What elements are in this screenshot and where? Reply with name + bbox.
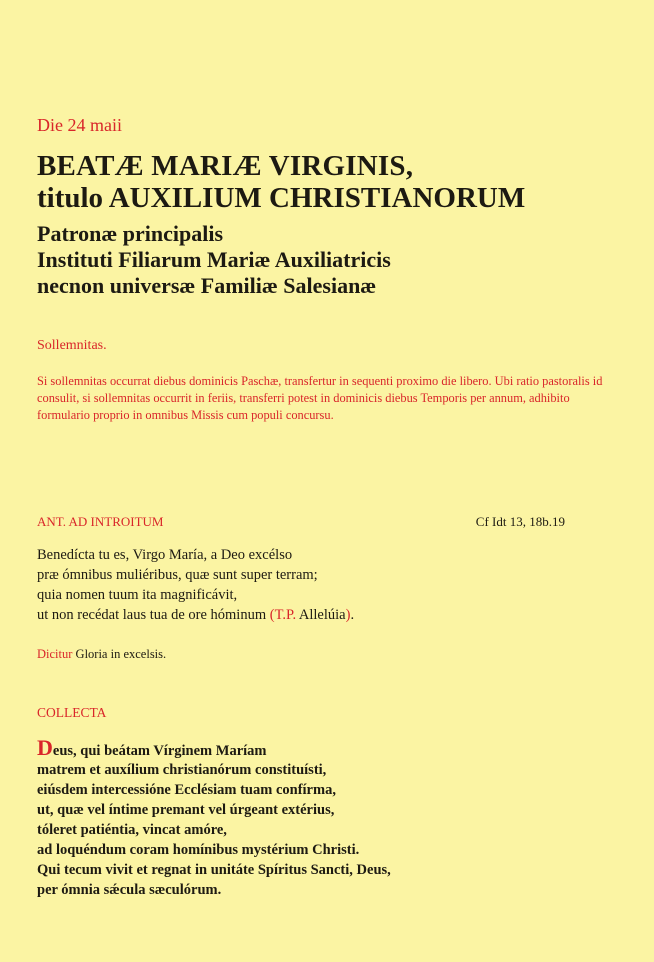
collect-line: matrem et auxílium christianórum constituísti, (37, 762, 327, 778)
collect-line: per ómnia sǽcula sæculórum. (37, 882, 222, 898)
collect-line-first-text: eus, qui beátam Vírginem Maríam (52, 743, 267, 759)
collect-line: Qui tecum vivit et regnat in unitáte Spíritus Sancti, Deus, (37, 862, 391, 878)
collect-heading: COLLECTA (37, 705, 107, 720)
collect-line: tóleret patiéntia, vincat amóre, (37, 822, 227, 838)
gloria-text: Gloria in excelsis. (75, 647, 167, 661)
introit-line-text: ut non recédat laus tua de ore hóminum (37, 607, 267, 623)
gloria-rubric (37, 647, 166, 662)
introit-heading: ANT. AD INTROITUM (37, 514, 164, 529)
tp-note: (T.P. (269, 607, 297, 623)
collect-line: eiúsdem intercessióne Ecclésiam tuam confírma, (37, 782, 336, 798)
tp-close: ) (345, 607, 351, 623)
feast-title-line-1: BEATÆ MARIÆ VIRGINIS, (37, 150, 414, 182)
introit-period: . (350, 607, 355, 623)
collect-dropcap: D (37, 735, 53, 760)
gloria-rubric-word: Dicitur (37, 647, 73, 661)
feast-subtitle-line-3: necnon universæ Familiæ Salesianæ (37, 273, 377, 298)
rubric-paragraph: Si sollemnitas occurrat diebus dominicis Paschæ, transfertur in sequenti proximo die libero. Ubi ratio pastoralis id consulit, si sollemnitas occurrit in feriis, transferri potest in dominicis diebus Temporis per annum, adhibito formulario proprio in omnibus Missis cum populi concursu. (37, 374, 603, 422)
introit-line: Benedícta tu es, Virgo María, a Deo excélso (37, 547, 293, 563)
collect-line: ad loquéndum coram homínibus mystérium Christi. (37, 842, 360, 858)
feast-title-line-2: titulo AUXILIUM CHRISTIANORUM (37, 182, 526, 214)
collect-line-first (37, 735, 267, 761)
alleluia-text: Allelúia (298, 607, 346, 623)
introit-line: præ ómnibus muliéribus, quæ sunt super terram; (37, 567, 318, 583)
liturgical-rank: Sollemnitas. (37, 338, 107, 353)
collect-line: ut, quæ vel íntime premant vel úrgeant extérius, (37, 802, 335, 818)
introit-reference: Cf Idt 13, 18b.19 (475, 514, 565, 529)
feast-date: Die 24 maii (37, 115, 122, 135)
introit-line: quia nomen tuum ita magnificávit, (37, 587, 238, 603)
feast-subtitle-line-2: Instituti Filiarum Mariæ Auxiliatricis (37, 247, 391, 272)
introit-line-last (37, 605, 354, 625)
feast-subtitle-line-1: Patronæ principalis (37, 221, 224, 246)
